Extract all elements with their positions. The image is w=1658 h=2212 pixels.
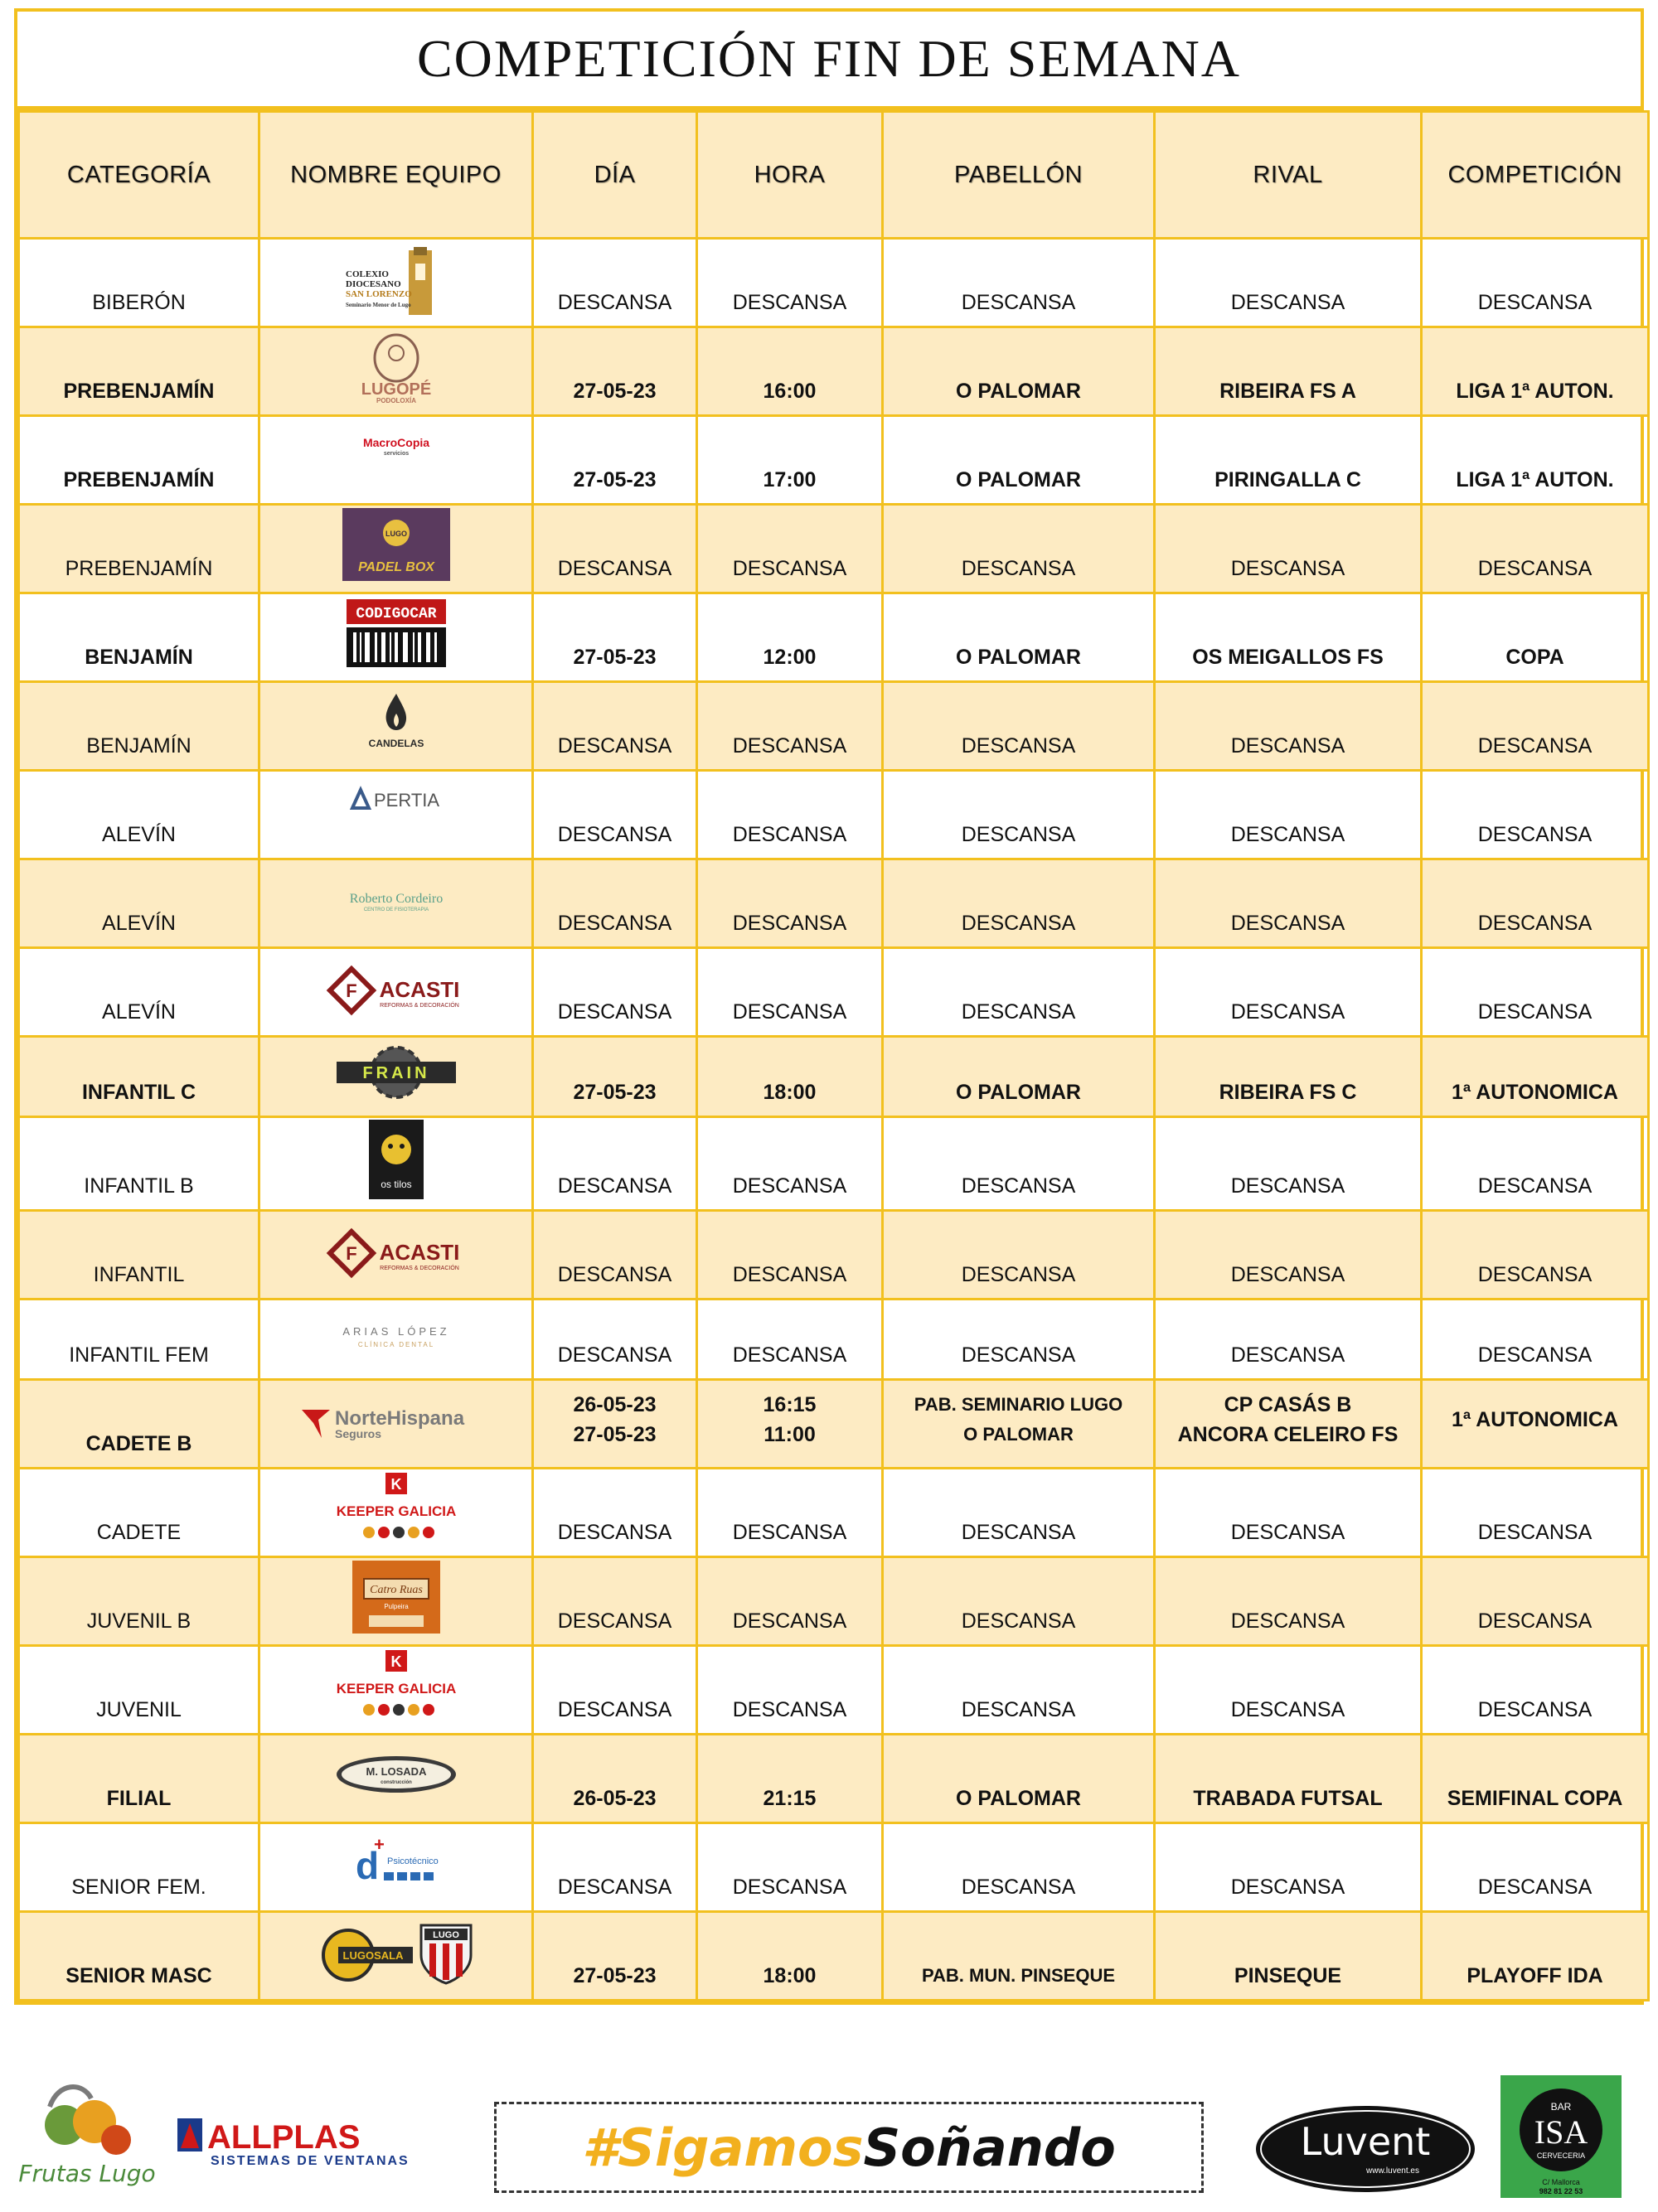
cell-dia: DESCANSA bbox=[533, 239, 697, 327]
svg-text:KEEPER GALICIA: KEEPER GALICIA bbox=[336, 1681, 456, 1697]
svg-text:MacroCopia: MacroCopia bbox=[362, 436, 429, 449]
svg-text:F: F bbox=[345, 980, 357, 1001]
allplas-icon bbox=[174, 2113, 423, 2171]
cell-hora: DESCANSA bbox=[697, 1117, 883, 1211]
cell-dia: 27-05-23 bbox=[533, 327, 697, 416]
team-logo-cell bbox=[259, 1300, 533, 1380]
cell-hora: DESCANSA bbox=[697, 1646, 883, 1735]
svg-text:SAN LORENZO: SAN LORENZO bbox=[345, 289, 412, 299]
cell-dia: DESCANSA bbox=[533, 1469, 697, 1557]
cell-hora: DESCANSA bbox=[697, 682, 883, 771]
team-logo-cell bbox=[259, 859, 533, 948]
svg-text:DIOCESANO: DIOCESANO bbox=[345, 279, 401, 289]
cell-pabellon: DESCANSA bbox=[883, 682, 1155, 771]
frutas-lugo-logo bbox=[18, 2074, 156, 2198]
sponsor3-label: Luvent bbox=[1300, 2119, 1431, 2164]
svg-text:NorteHispana: NorteHispana bbox=[334, 1407, 464, 1430]
team-logo-cell bbox=[259, 1380, 533, 1469]
cell-dia-line2: 27-05-23 bbox=[573, 1423, 657, 1446]
cell-hora: DESCANSA bbox=[697, 505, 883, 593]
team-logo-cell bbox=[259, 327, 533, 416]
cell-rival: OS MEIGALLOS FS bbox=[1155, 593, 1422, 682]
team-logo-cell bbox=[259, 593, 533, 682]
header-equipo: NOMBRE EQUIPO bbox=[259, 112, 533, 239]
svg-text:M. LOSADA: M. LOSADA bbox=[366, 1765, 426, 1778]
cell-categoria: CADETE B bbox=[19, 1380, 259, 1469]
svg-text:Psicotécnico: Psicotécnico bbox=[386, 1856, 439, 1866]
luvent-icon bbox=[1253, 2103, 1477, 2195]
table-row bbox=[19, 1735, 1649, 1823]
cell-categoria: SENIOR FEM. bbox=[19, 1823, 259, 1912]
team-logo-cell bbox=[259, 1117, 533, 1211]
cell-categoria: BENJAMÍN bbox=[19, 593, 259, 682]
cell-categoria: CADETE bbox=[19, 1469, 259, 1557]
sponsor4-top: BAR bbox=[1550, 2101, 1572, 2113]
cell-rival-line1: CP CASÁS B bbox=[1224, 1393, 1352, 1416]
svg-text:PADEL BOX: PADEL BOX bbox=[357, 560, 434, 574]
svg-text:d: d bbox=[355, 1844, 379, 1887]
cell-hora: DESCANSA bbox=[697, 859, 883, 948]
cell-competicion: DESCANSA bbox=[1422, 1117, 1649, 1211]
cell-rival: RIBEIRA FS C bbox=[1155, 1037, 1422, 1117]
cell-categoria: ALEVÍN bbox=[19, 859, 259, 948]
cell-rival: DESCANSA bbox=[1155, 505, 1422, 593]
cell-rival-line2: ANCORA CELEIRO FS bbox=[1177, 1423, 1399, 1446]
svg-text:K: K bbox=[390, 1476, 401, 1493]
cell-dia: 26-05-23 bbox=[533, 1735, 697, 1823]
team-logo-cell bbox=[259, 682, 533, 771]
cell-competicion: DESCANSA bbox=[1422, 1646, 1649, 1735]
cell-pabellon-line1: PAB. SEMINARIO LUGO bbox=[914, 1394, 1123, 1415]
table-row bbox=[19, 1300, 1649, 1380]
svg-text:+: + bbox=[373, 1834, 385, 1855]
team-logo-cell bbox=[259, 771, 533, 859]
keeper-galicia-logo-icon bbox=[336, 1648, 456, 1723]
svg-text:LUGOSALA: LUGOSALA bbox=[342, 1949, 403, 1962]
table-row bbox=[19, 1037, 1649, 1117]
cell-pabellon: DESCANSA bbox=[883, 1557, 1155, 1646]
cell-competicion: DESCANSA bbox=[1422, 859, 1649, 948]
svg-text:os tilos: os tilos bbox=[380, 1179, 412, 1190]
cell-hora: 18:00 bbox=[697, 1912, 883, 2001]
cell-rival: DESCANSA bbox=[1155, 859, 1422, 948]
cell-pabellon: DESCANSA bbox=[883, 239, 1155, 327]
cell-dia: DESCANSA bbox=[533, 1557, 697, 1646]
cell-competicion: 1ª AUTONOMICA bbox=[1422, 1037, 1649, 1117]
hashtag-banner bbox=[494, 2102, 1204, 2193]
svg-text:ACASTI: ACASTI bbox=[379, 1240, 459, 1265]
cell-rival: DESCANSA bbox=[1155, 1557, 1422, 1646]
svg-text:CANDELAS: CANDELAS bbox=[368, 738, 424, 749]
header-competicion: COMPETICIÓN bbox=[1422, 112, 1649, 239]
sponsor4-sub: CERVECERIA bbox=[1536, 2151, 1586, 2160]
svg-text:Pulpeira: Pulpeira bbox=[383, 1603, 409, 1610]
nortehispana-logo-icon bbox=[297, 1395, 496, 1445]
bar-isa-icon bbox=[1500, 2075, 1622, 2198]
cell-hora: 18:00 bbox=[697, 1037, 883, 1117]
table-row bbox=[19, 1211, 1649, 1300]
cell-hora: DESCANSA bbox=[697, 1557, 883, 1646]
cell-rival: PIRINGALLA C bbox=[1155, 416, 1422, 505]
cell-pabellon: DESCANSA bbox=[883, 1646, 1155, 1735]
arias-lopez-logo-icon bbox=[338, 1319, 454, 1352]
cell-pabellon-line2: O PALOMAR bbox=[963, 1424, 1074, 1445]
schedule-table bbox=[17, 110, 1650, 2001]
cell-pabellon: DESCANSA bbox=[883, 1469, 1155, 1557]
sponsor2-sub: SISTEMAS DE VENTANAS bbox=[211, 2154, 410, 2168]
svg-text:servicios: servicios bbox=[383, 451, 409, 457]
table-row bbox=[19, 1646, 1649, 1735]
cell-dia: DESCANSA bbox=[533, 682, 697, 771]
cell-rival: DESCANSA bbox=[1155, 682, 1422, 771]
cell-pabellon: O PALOMAR bbox=[883, 1735, 1155, 1823]
allplas-logo bbox=[174, 2113, 423, 2171]
cell-pabellon: DESCANSA bbox=[883, 771, 1155, 859]
svg-text:FRAIN: FRAIN bbox=[361, 1064, 430, 1082]
table-row bbox=[19, 1380, 1649, 1469]
cell-categoria: SENIOR MASC bbox=[19, 1912, 259, 2001]
cell-competicion: DESCANSA bbox=[1422, 1823, 1649, 1912]
table-row bbox=[19, 505, 1649, 593]
svg-text:Seguros: Seguros bbox=[334, 1427, 381, 1440]
cell-hora: DESCANSA bbox=[697, 771, 883, 859]
table-header-row bbox=[19, 112, 1649, 239]
sponsor1-label: Frutas Lugo bbox=[18, 2160, 156, 2187]
table-row bbox=[19, 1469, 1649, 1557]
cell-hora bbox=[697, 1380, 883, 1469]
cell-dia: DESCANSA bbox=[533, 1211, 697, 1300]
cell-hora: 16:00 bbox=[697, 327, 883, 416]
cell-pabellon: DESCANSA bbox=[883, 948, 1155, 1037]
cell-rival: DESCANSA bbox=[1155, 1646, 1422, 1735]
table-row bbox=[19, 1117, 1649, 1211]
svg-text:LUGO: LUGO bbox=[432, 1930, 459, 1940]
team-logo-cell bbox=[259, 1823, 533, 1912]
padelbox-logo-icon bbox=[342, 508, 450, 581]
svg-text:C/ Mallorca: C/ Mallorca bbox=[1542, 2178, 1580, 2186]
cell-categoria: INFANTIL FEM bbox=[19, 1300, 259, 1380]
cell-dia: DESCANSA bbox=[533, 771, 697, 859]
table-row bbox=[19, 859, 1649, 948]
cell-hora: DESCANSA bbox=[697, 239, 883, 327]
svg-text:CODIGOCAR: CODIGOCAR bbox=[355, 606, 437, 622]
team-logo-cell bbox=[259, 1469, 533, 1557]
header-categoria: CATEGORÍA bbox=[19, 112, 259, 239]
cell-rival: RIBEIRA FS A bbox=[1155, 327, 1422, 416]
cell-hora: DESCANSA bbox=[697, 1300, 883, 1380]
ostilos-logo-icon bbox=[369, 1120, 424, 1199]
cell-dia: 27-05-23 bbox=[533, 416, 697, 505]
school-logo-icon bbox=[342, 247, 450, 318]
table-row bbox=[19, 239, 1649, 327]
cell-dia: DESCANSA bbox=[533, 505, 697, 593]
header-hora: HORA bbox=[697, 112, 883, 239]
header-pabellon: PABELLÓN bbox=[883, 112, 1155, 239]
cell-competicion: DESCANSA bbox=[1422, 505, 1649, 593]
cell-categoria: ALEVÍN bbox=[19, 948, 259, 1037]
table-row bbox=[19, 416, 1649, 505]
cell-competicion: DESCANSA bbox=[1422, 1211, 1649, 1300]
table-row bbox=[19, 948, 1649, 1037]
svg-text:PODOLOXÍA: PODOLOXÍA bbox=[376, 397, 416, 404]
sponsor4-label: ISA bbox=[1534, 2113, 1588, 2151]
cell-hora: 17:00 bbox=[697, 416, 883, 505]
cell-rival: DESCANSA bbox=[1155, 771, 1422, 859]
cell-dia: 27-05-23 bbox=[533, 1037, 697, 1117]
svg-text:982 81 22 53: 982 81 22 53 bbox=[1539, 2187, 1583, 2195]
svg-text:Catro Ruas: Catro Ruas bbox=[369, 1584, 423, 1596]
luvent-logo bbox=[1253, 2103, 1477, 2195]
team-logo-cell bbox=[259, 505, 533, 593]
cell-categoria: PREBENJAMÍN bbox=[19, 327, 259, 416]
cell-pabellon: O PALOMAR bbox=[883, 593, 1155, 682]
cell-pabellon bbox=[883, 1380, 1155, 1469]
codigocar-logo-icon bbox=[345, 596, 448, 670]
team-logo-cell bbox=[259, 416, 533, 505]
cell-dia: DESCANSA bbox=[533, 1646, 697, 1735]
cell-competicion: DESCANSA bbox=[1422, 239, 1649, 327]
svg-text:ACASTI: ACASTI bbox=[379, 977, 459, 1002]
cell-rival: DESCANSA bbox=[1155, 1117, 1422, 1211]
keeper-galicia-logo-icon bbox=[336, 1471, 456, 1546]
bar-isa-logo bbox=[1500, 2075, 1622, 2198]
cell-pabellon: DESCANSA bbox=[883, 1117, 1155, 1211]
roberto-cordeiro-logo-icon bbox=[338, 883, 454, 916]
cell-categoria: INFANTIL bbox=[19, 1211, 259, 1300]
mlosada-logo-icon bbox=[334, 1754, 458, 1795]
table-row bbox=[19, 1557, 1649, 1646]
lugope-logo-icon bbox=[351, 330, 442, 404]
cell-pabellon: O PALOMAR bbox=[883, 327, 1155, 416]
sponsor3-sub: www.luvent.es bbox=[1366, 2166, 1419, 2176]
cell-competicion: DESCANSA bbox=[1422, 1469, 1649, 1557]
table-row bbox=[19, 1912, 1649, 2001]
team-logo-cell bbox=[259, 948, 533, 1037]
svg-text:REFORMAS & DECORACIÓN: REFORMAS & DECORACIÓN bbox=[379, 1003, 459, 1009]
team-logo-cell bbox=[259, 1557, 533, 1646]
team-logo-cell bbox=[259, 1646, 533, 1735]
cell-pabellon: O PALOMAR bbox=[883, 416, 1155, 505]
cell-dia bbox=[533, 1380, 697, 1469]
team-logo-cell bbox=[259, 1037, 533, 1117]
cell-hora: 21:15 bbox=[697, 1735, 883, 1823]
cell-competicion: SEMIFINAL COPA bbox=[1422, 1735, 1649, 1823]
cell-categoria: JUVENIL B bbox=[19, 1557, 259, 1646]
header-dia: DÍA bbox=[533, 112, 697, 239]
cell-competicion: LIGA 1ª AUTON. bbox=[1422, 416, 1649, 505]
cell-rival: DESCANSA bbox=[1155, 1469, 1422, 1557]
psicotecnico-logo-icon bbox=[351, 1836, 442, 1890]
cell-pabellon: DESCANSA bbox=[883, 505, 1155, 593]
table-row bbox=[19, 593, 1649, 682]
svg-text:construcción: construcción bbox=[380, 1780, 412, 1785]
svg-text:F: F bbox=[345, 1243, 357, 1264]
table-row bbox=[19, 771, 1649, 859]
cell-rival: DESCANSA bbox=[1155, 1823, 1422, 1912]
svg-text:LUGOPÉ: LUGOPÉ bbox=[361, 380, 431, 399]
candelas-logo-icon bbox=[355, 689, 438, 755]
svg-text:LUGO: LUGO bbox=[385, 530, 407, 538]
svg-text:REFORMAS & DECORACIÓN: REFORMAS & DECORACIÓN bbox=[379, 1266, 459, 1271]
cell-categoria: JUVENIL bbox=[19, 1646, 259, 1735]
cell-dia: DESCANSA bbox=[533, 948, 697, 1037]
catro-ruas-logo-icon bbox=[352, 1561, 440, 1634]
svg-text:CLÍNICA DENTAL: CLÍNICA DENTAL bbox=[357, 1341, 434, 1348]
cell-rival: DESCANSA bbox=[1155, 239, 1422, 327]
cell-hora: DESCANSA bbox=[697, 1823, 883, 1912]
hashtag-part2: Soñando bbox=[863, 2117, 1116, 2178]
cell-categoria: PREBENJAMÍN bbox=[19, 416, 259, 505]
cell-hora: DESCANSA bbox=[697, 1211, 883, 1300]
svg-text:COLEXIO: COLEXIO bbox=[345, 269, 389, 279]
pertia-logo-icon bbox=[342, 783, 450, 816]
cell-rival: DESCANSA bbox=[1155, 1211, 1422, 1300]
hashtag-part1: #Sigamos bbox=[582, 2117, 864, 2178]
cell-categoria: BENJAMÍN bbox=[19, 682, 259, 771]
page-title: COMPETICIÓN FIN DE SEMANA bbox=[17, 12, 1641, 110]
cell-rival: DESCANSA bbox=[1155, 948, 1422, 1037]
header-rival: RIVAL bbox=[1155, 112, 1422, 239]
cell-competicion: LIGA 1ª AUTON. bbox=[1422, 327, 1649, 416]
frain-logo-icon bbox=[330, 1043, 463, 1101]
team-logo-cell bbox=[259, 1912, 533, 2001]
cell-pabellon: PAB. MUN. PINSEQUE bbox=[883, 1912, 1155, 2001]
cell-rival: DESCANSA bbox=[1155, 1300, 1422, 1380]
sponsor-footer bbox=[0, 2055, 1658, 2212]
cell-competicion: DESCANSA bbox=[1422, 1300, 1649, 1380]
cell-hora: 12:00 bbox=[697, 593, 883, 682]
cell-categoria: ALEVÍN bbox=[19, 771, 259, 859]
svg-text:ARIAS LÓPEZ: ARIAS LÓPEZ bbox=[342, 1325, 450, 1338]
svg-text:KEEPER GALICIA: KEEPER GALICIA bbox=[336, 1503, 456, 1519]
cell-categoria: FILIAL bbox=[19, 1735, 259, 1823]
cell-pabellon: DESCANSA bbox=[883, 1300, 1155, 1380]
lugosala-logo-icon bbox=[313, 1919, 479, 1985]
cell-rival bbox=[1155, 1380, 1422, 1469]
cell-categoria: INFANTIL B bbox=[19, 1117, 259, 1211]
cell-competicion: DESCANSA bbox=[1422, 682, 1649, 771]
cell-categoria: BIBERÓN bbox=[19, 239, 259, 327]
cell-pabellon: O PALOMAR bbox=[883, 1037, 1155, 1117]
cell-competicion: COPA bbox=[1422, 593, 1649, 682]
acasti-logo-icon bbox=[322, 1223, 471, 1278]
macrocopia-logo-icon bbox=[355, 433, 438, 458]
table-row bbox=[19, 327, 1649, 416]
svg-text:CENTRO DE FISIOTERAPIA: CENTRO DE FISIOTERAPIA bbox=[363, 908, 429, 912]
cell-dia: DESCANSA bbox=[533, 859, 697, 948]
cell-hora-line2: 11:00 bbox=[764, 1423, 816, 1446]
cell-dia: DESCANSA bbox=[533, 1300, 697, 1380]
cell-dia: DESCANSA bbox=[533, 1117, 697, 1211]
cell-competicion: DESCANSA bbox=[1422, 771, 1649, 859]
cell-dia: 27-05-23 bbox=[533, 1912, 697, 2001]
svg-text:Seminario Menor de Lugo: Seminario Menor de Lugo bbox=[345, 302, 411, 308]
cell-dia-line1: 26-05-23 bbox=[573, 1393, 657, 1416]
team-logo bbox=[338, 246, 454, 319]
cell-pabellon: DESCANSA bbox=[883, 1211, 1155, 1300]
cell-competicion: DESCANSA bbox=[1422, 1557, 1649, 1646]
team-logo-cell bbox=[259, 239, 533, 327]
cell-dia: DESCANSA bbox=[533, 1823, 697, 1912]
schedule-sheet bbox=[14, 8, 1644, 2005]
cell-pabellon: DESCANSA bbox=[883, 859, 1155, 948]
svg-text:PERTIA: PERTIA bbox=[373, 790, 439, 811]
cell-competicion: 1ª AUTONOMICA bbox=[1422, 1380, 1649, 1469]
fruit-basket-icon bbox=[18, 2074, 156, 2198]
svg-text:K: K bbox=[390, 1653, 401, 1670]
cell-competicion: PLAYOFF IDA bbox=[1422, 1912, 1649, 2001]
team-logo-cell bbox=[259, 1211, 533, 1300]
acasti-logo-icon bbox=[322, 961, 471, 1015]
cell-categoria: INFANTIL C bbox=[19, 1037, 259, 1117]
cell-pabellon: DESCANSA bbox=[883, 1823, 1155, 1912]
cell-competicion: DESCANSA bbox=[1422, 948, 1649, 1037]
cell-hora: DESCANSA bbox=[697, 948, 883, 1037]
cell-hora: DESCANSA bbox=[697, 1469, 883, 1557]
cell-hora-line1: 16:15 bbox=[763, 1393, 817, 1416]
cell-rival: PINSEQUE bbox=[1155, 1912, 1422, 2001]
svg-text:Roberto Cordeiro: Roberto Cordeiro bbox=[349, 892, 443, 906]
table-row bbox=[19, 682, 1649, 771]
cell-rival: TRABADA FUTSAL bbox=[1155, 1735, 1422, 1823]
cell-dia: 27-05-23 bbox=[533, 593, 697, 682]
table-row bbox=[19, 1823, 1649, 1912]
cell-categoria: PREBENJAMÍN bbox=[19, 505, 259, 593]
team-logo-cell bbox=[259, 1735, 533, 1823]
sponsor2-label: ALLPLAS bbox=[207, 2119, 361, 2156]
